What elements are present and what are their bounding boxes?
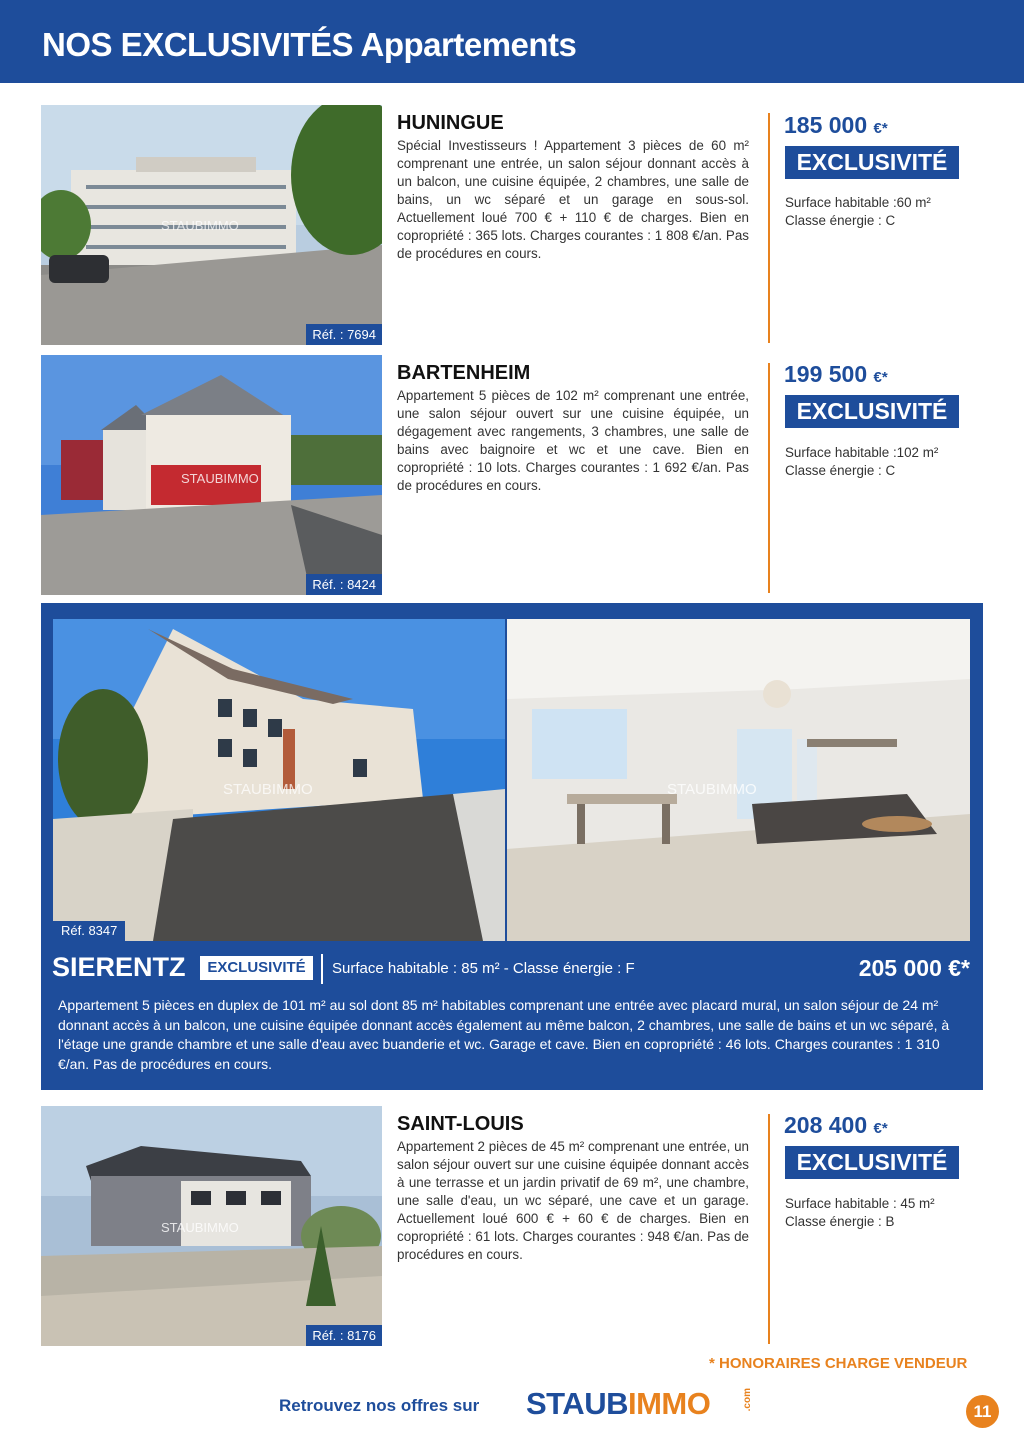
listing-specs — [785, 194, 931, 230]
featured-description: Appartement 5 pièces en duplex de 101 m² au sol dont 85 m² habitables comprenant une entrée avec placard mural, un salon séjour de 24 m² donnant accès à un balcon, une cuisine équipée donnant accès également au même balcon, 2 chambres, une salle de bains et un wc séparé, à l'étage une grande chambre et une salle d'eau avec buanderie et wc. Garage et cave. Bien en copropriété : 46 lots. Charges courantes : 1 310 €/an. Pas de procédures en cours. — [58, 997, 950, 1072]
surface-text: Surface habitable : 45 m² — [785, 1196, 935, 1211]
energy-class-text: Classe énergie : B — [785, 1214, 895, 1229]
listing-city: HUNINGUE — [397, 112, 504, 134]
energy-class-text: Classe énergie : C — [785, 213, 896, 228]
watermark: STAUBIMMO — [181, 471, 259, 486]
listing-photo[interactable] — [41, 105, 382, 345]
staubimmo-logo[interactable]: STAUBIMMO .com — [526, 1386, 753, 1421]
energy-class-text: Classe énergie : C — [785, 463, 896, 478]
listing-specs — [785, 1195, 935, 1231]
fees-note: * HONORAIRES CHARGE VENDEUR — [709, 1355, 968, 1372]
watermark: STAUBIMMO — [161, 1220, 239, 1235]
watermark: STAUBIMMO — [223, 781, 313, 798]
listing-price: 208 400 €* — [784, 1112, 888, 1138]
featured-photo-interior[interactable] — [507, 619, 970, 941]
footer-text: Retrouvez nos offres sur — [279, 1396, 480, 1415]
listing-price: 185 000 €* — [784, 112, 888, 138]
exclusivity-badge: EXCLUSIVITÉ — [200, 956, 313, 980]
listing-photo[interactable] — [41, 355, 382, 595]
page-number: 11 — [966, 1395, 999, 1428]
listing-photo[interactable] — [41, 1106, 382, 1346]
exclusivity-badge: EXCLUSIVITÉ — [785, 1146, 959, 1179]
watermark: STAUBIMMO — [161, 218, 239, 233]
listing-description: Appartement 2 pièces de 45 m² comprenant une entrée, un salon séjour ouvert sur une cuisine équipée donnant accès à une terrasse et un jardin privatif de 69 m², une chambre, une salle d'eau, un wc séparé, une cave et un garage. Actuellement loué 600 € + 60 € de charges. Bien en copropriété : 61 lots. Charges courantes : 948 €/an. Pas de procédures en cours. — [397, 1139, 749, 1262]
surface-text: Surface habitable :102 m² — [785, 445, 939, 460]
reference-label: Réf. 8347 — [53, 921, 125, 941]
featured-photo-exterior[interactable] — [53, 619, 505, 941]
featured-specs: Surface habitable : 85 m² - Classe énergie : F — [332, 960, 635, 977]
divider — [768, 363, 770, 593]
surface-text: Surface habitable :60 m² — [785, 195, 931, 210]
exclusivity-badge: EXCLUSIVITÉ — [785, 395, 959, 428]
listing-price: 199 500 €* — [784, 361, 888, 387]
reference-label: Réf. : 8176 — [306, 1325, 382, 1346]
featured-listing-sierentz[interactable] — [41, 603, 983, 1090]
page-title: NOS EXCLUSIVITÉS Appartements — [42, 26, 577, 63]
exclusivity-badge: EXCLUSIVITÉ — [785, 146, 959, 179]
divider — [321, 954, 323, 984]
listing-description: Appartement 5 pièces de 102 m² comprenant une entrée, une salon séjour ouvert sur une cuisine équipée, un dégagement avec rangements, 3 chambres, une salle de bains avec baignoire et wc et une cave. Bien en copropriété : 10 lots. Charges courantes : 1 692 €/an. Pas de procédures en cours. — [397, 388, 749, 493]
listing-city: SAINT-LOUIS — [397, 1113, 524, 1135]
divider — [768, 1114, 770, 1344]
featured-city: SIERENTZ — [52, 952, 186, 982]
listing-description: Spécial Investisseurs ! Appartement 3 pièces de 60 m² comprenant une entrée, un salon séjour donnant accès à un balcon, une cuisine équipée, 2 chambres, une salle de bains, un wc séparé et un garage en sous-sol. Actuellement loué 700 € + 110 € de charges. Bien en copropriété : 365 lots. Charges courantes : 1 808 €/an. Pas de procédures en cours. — [397, 138, 749, 261]
featured-price: 205 000 €* — [858, 955, 970, 981]
watermark: STAUBIMMO — [667, 781, 757, 798]
divider — [768, 113, 770, 343]
reference-label: Réf. : 7694 — [306, 324, 382, 345]
listing-specs — [785, 444, 938, 480]
page-header — [0, 0, 1024, 83]
reference-label: Réf. : 8424 — [306, 574, 382, 595]
listing-city: BARTENHEIM — [397, 362, 531, 384]
